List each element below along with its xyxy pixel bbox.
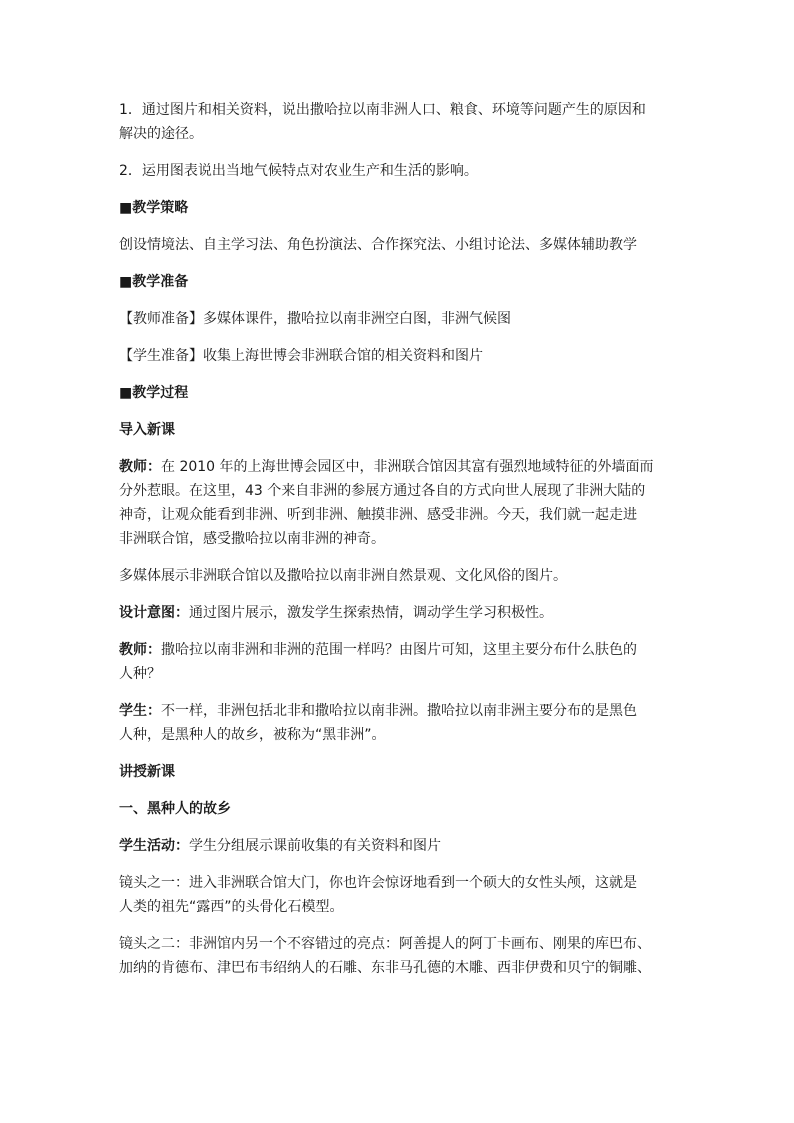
teacher-question	[119, 638, 689, 686]
teacher-intro-line-4: 非洲联合馆，感受撒哈拉以南非洲的神奇。	[119, 531, 385, 547]
design-intent-label: 设计意图：	[119, 605, 189, 621]
teacher-prep-label: 【教师准备】	[119, 311, 203, 327]
teacher-question-text-1: 撒哈拉以南非洲和非洲的范围一样吗？由图片可知，这里主要分布什么肤色的	[161, 642, 637, 658]
objective-1	[119, 98, 689, 146]
student-prep	[119, 344, 689, 368]
teacher-question-line-2: 人种？	[119, 666, 161, 682]
student-prep-label: 【学生准备】	[119, 348, 203, 364]
teacher-label: 教师：	[119, 459, 161, 475]
teacher-prep	[119, 307, 689, 331]
strategy-heading: ■教学策略	[119, 200, 189, 216]
shot-two-line-1: 镜头之二：非洲馆内另一个不容错过的亮点：阿善提人的阿丁卡画布、刚果的库巴布、	[119, 936, 651, 952]
multimedia-text: 多媒体展示非洲联合馆以及撒哈拉以南非洲自然景观、文化风俗的图片。	[119, 568, 567, 584]
student-answer-text-1: 不一样，非洲包括北非和撒哈拉以南非洲。撒哈拉以南非洲主要分布的是黑色	[161, 703, 637, 719]
teacher-intro-line-3: 神奇，让观众能看到非洲、听到非洲、触摸非洲、感受非洲。今天，我们就一起走进	[119, 507, 637, 523]
design-intent-text: 通过图片展示，激发学生探索热情，调动学生学习积极性。	[189, 605, 553, 621]
student-prep-text: 收集上海世博会非洲联合馆的相关资料和图片	[203, 348, 483, 364]
teacher-intro	[119, 455, 689, 551]
objective-1-line-2: 解决的途径。	[119, 126, 203, 142]
document-body	[119, 98, 689, 993]
teacher-question-label: 教师：	[119, 642, 161, 658]
intro-heading: 导入新课	[119, 422, 175, 438]
section-one-heading: 一、黑种人的故乡	[119, 801, 231, 817]
shot-two-line-2: 加纳的肯德布、津巴布韦绍纳人的石雕、东非马孔德的木雕、西非伊费和贝宁的铜雕、	[119, 960, 651, 976]
process-heading: ■教学过程	[119, 385, 189, 401]
teacher-intro-line-2: 分外惹眼。在这里，43 个来自非洲的参展方通过各自的方式向世人展现了非洲大陆的	[119, 483, 646, 499]
teacher-intro-line-1	[119, 455, 689, 479]
teacher-question-line-1	[119, 638, 689, 662]
student-activity-label: 学生活动：	[119, 838, 189, 854]
teacher-intro-text-1: 在 2010 年的上海世博会园区中，非洲联合馆因其富有强烈地域特征的外墙面而	[161, 459, 654, 475]
objective-1-line-1: 1．通过图片和相关资料，说出撒哈拉以南非洲人口、粮食、环境等问题产生的原因和	[119, 102, 646, 118]
new-lesson-heading: 讲授新课	[119, 764, 175, 780]
objective-2: 2．运用图表说出当地气候特点对农业生产和生活的影响。	[119, 163, 478, 179]
student-activity	[119, 834, 689, 858]
student-activity-text: 学生分组展示课前收集的有关资料和图片	[189, 838, 441, 854]
student-answer-label: 学生：	[119, 703, 161, 719]
shot-one	[119, 871, 689, 919]
shot-one-line-2: 人类的祖先“露西”的头骨化石模型。	[119, 899, 344, 915]
strategy-text: 创设情境法、自主学习法、角色扮演法、合作探究法、小组讨论法、多媒体辅助教学	[119, 237, 637, 253]
student-answer-line-1	[119, 699, 689, 723]
shot-one-line-1: 镜头之一：进入非洲联合馆大门，你也许会惊讶地看到一个硕大的女性头颅，这就是	[119, 875, 637, 891]
shot-two	[119, 932, 689, 980]
student-answer	[119, 699, 689, 747]
prep-heading: ■教学准备	[119, 274, 189, 290]
design-intent	[119, 601, 689, 625]
student-answer-line-2: 人种，是黑种人的故乡，被称为“黑非洲”。	[119, 727, 386, 743]
teacher-prep-text: 多媒体课件，撒哈拉以南非洲空白图，非洲气候图	[203, 311, 511, 327]
